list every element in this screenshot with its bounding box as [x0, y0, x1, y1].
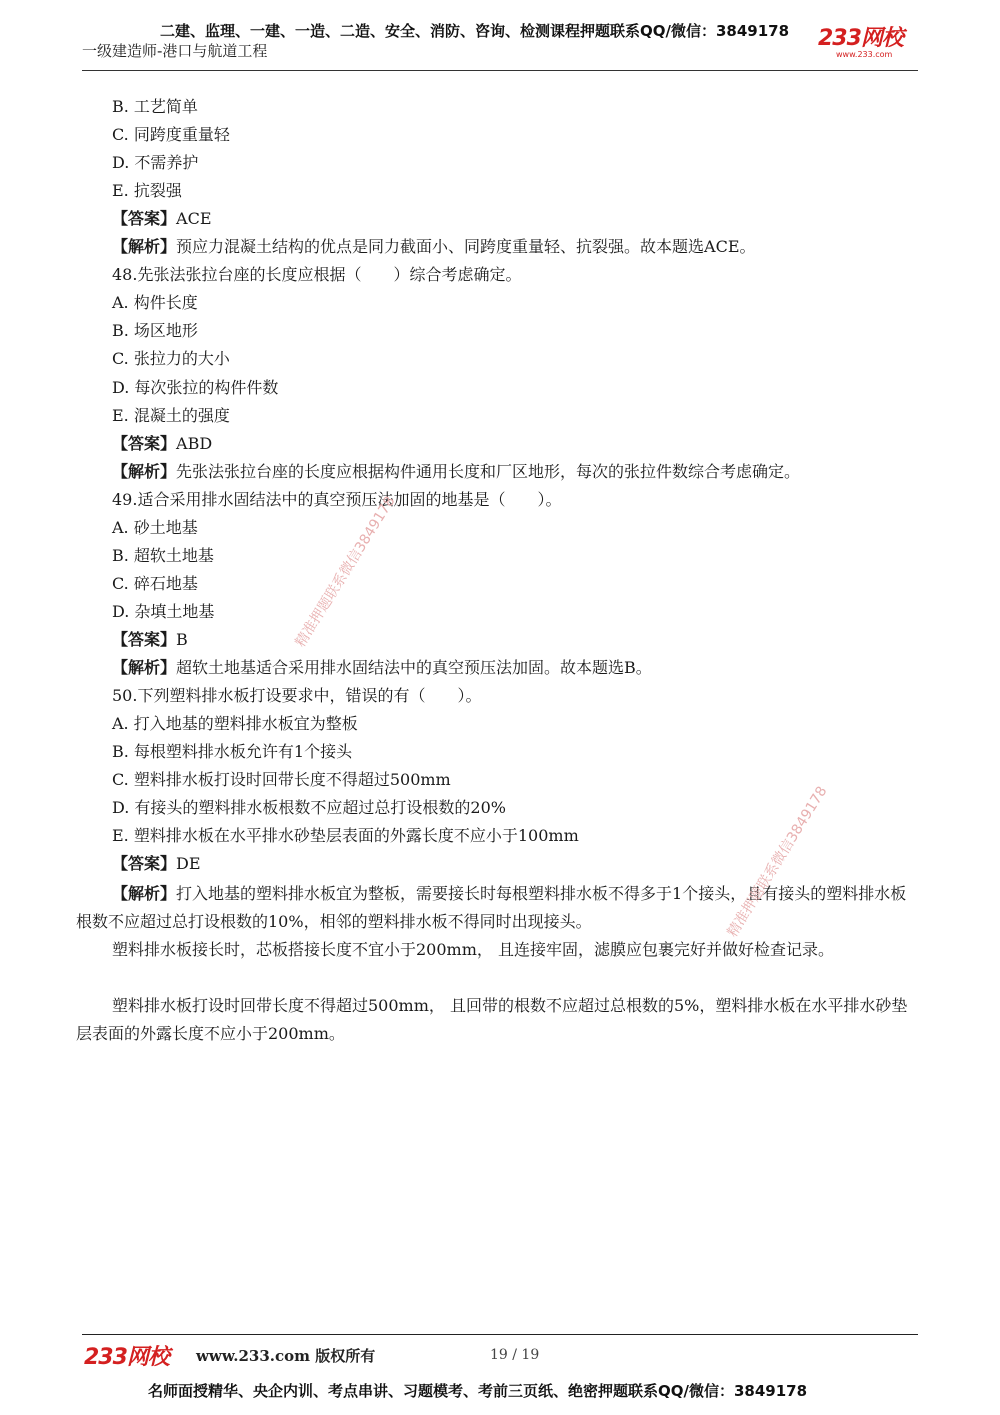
- option-item: [112, 292, 198, 314]
- footer-rule: [82, 1334, 918, 1335]
- question-stem: [112, 685, 481, 707]
- logo-text: 233网校: [818, 26, 903, 51]
- answer-line: [112, 853, 201, 875]
- analysis-text: 打入地基的塑料排水板宜为整板，需要接长时每根塑料排水板不得多于1个接头，且有接头的塑料排水板根数不应超过总打设根数的10%，相邻的塑料排水板不得同时出现接头。: [76, 884, 907, 931]
- line-text: 预应力混凝土结构的优点是同力截面小、同跨度重量轻、抗裂强。故本题选ACE。: [176, 237, 756, 257]
- option-item: [112, 517, 198, 539]
- question-stem: [112, 489, 561, 511]
- line-text: DE: [176, 854, 201, 874]
- footer-copyright: www.233.com 版权所有: [196, 1347, 376, 1365]
- option-item: [112, 573, 198, 595]
- watermark: 精准押题联系微信3849178: [292, 493, 399, 651]
- option-item: [112, 96, 198, 118]
- line-text: ABD: [176, 433, 213, 453]
- option-item: [112, 152, 198, 174]
- line-text: B. 场区地形: [112, 321, 198, 341]
- line-text: B. 每根塑料排水板允许有1个接头: [112, 742, 353, 762]
- line-text: D. 不需养护: [112, 153, 199, 173]
- line-text: A. 构件长度: [112, 293, 198, 313]
- answer-line: [112, 208, 212, 230]
- watermark: 精准押题联系微信3849178: [724, 783, 831, 941]
- analysis-line: [112, 657, 652, 679]
- line-text: D. 有接头的塑料排水板根数不应超过总打设根数的20%: [112, 798, 506, 818]
- line-text: 48.先张法张拉台座的长度应根据（ ）综合考虑确定。: [112, 265, 522, 285]
- line-text: D. 杂填土地基: [112, 601, 215, 621]
- label-tag: 【解析】: [112, 658, 177, 677]
- top-banner: 二建、监理、一建、一造、二造、安全、消防、咨询、检测课程押题联系QQ/微信：3849178: [160, 22, 790, 40]
- label-tag: 【解析】: [112, 461, 177, 481]
- option-item: [112, 741, 352, 763]
- option-item: [112, 825, 579, 847]
- line-text: C. 碎石地基: [112, 573, 198, 593]
- option-item: [112, 713, 358, 735]
- line-text: A. 砂土地基: [112, 517, 198, 537]
- line-text: A. 打入地基的塑料排水板宜为整板: [112, 714, 358, 734]
- answer-line: [112, 433, 212, 455]
- analysis-line: [112, 461, 800, 483]
- line-text: C. 张拉力的大小: [112, 349, 230, 369]
- answer-line: [112, 629, 188, 651]
- page-number: 19 / 19: [490, 1347, 540, 1363]
- label-tag: 【答案】: [112, 209, 177, 229]
- header-logo: [818, 28, 918, 62]
- label-tag: 【解析】: [112, 237, 177, 257]
- option-item: [112, 348, 230, 370]
- option-item: [112, 320, 198, 342]
- line-text: 先张法张拉台座的长度应根据构件通用长度和厂区地形，每次的张拉件数综合考虑确定。: [176, 461, 801, 481]
- header-rule: [82, 70, 918, 71]
- analysis-tag: 【解析】: [112, 884, 177, 903]
- analysis-50-p1: [76, 880, 922, 936]
- option-item: [112, 601, 214, 623]
- line-text: C. 塑料排水板打设时回带长度不得超过500mm: [112, 770, 451, 790]
- analysis-50-p2: 塑料排水板接长时，芯板搭接长度不宜小于200mm， 且连接牢固，滤膜应包裹完好并做好检查记录。: [112, 940, 834, 959]
- line-text: B. 超软土地基: [112, 545, 214, 565]
- label-tag: 【答案】: [112, 854, 177, 874]
- bottom-banner: 名师面授精华、央企内训、考点串讲、习题模考、考前三页纸、绝密押题联系QQ/微信：3849178: [148, 1382, 808, 1400]
- line-text: 超软土地基适合采用排水固结法中的真空预压法加固。故本题选B。: [176, 658, 652, 677]
- option-item: [112, 797, 506, 819]
- option-item: [112, 769, 451, 791]
- line-text: E. 混凝土的强度: [112, 405, 230, 425]
- label-tag: 【答案】: [112, 433, 177, 453]
- footer-logo: 233网校: [84, 1345, 169, 1370]
- label-tag: 【答案】: [112, 629, 177, 649]
- option-item: [112, 124, 230, 146]
- line-text: B: [176, 629, 188, 649]
- option-item: [112, 545, 214, 567]
- line-text: E. 塑料排水板在水平排水砂垫层表面的外露长度不应小于100mm: [112, 826, 579, 846]
- option-item: [112, 405, 230, 427]
- line-text: D. 每次张拉的构件件数: [112, 377, 279, 397]
- logo-url: www.233.com: [836, 50, 893, 59]
- analysis-50-p3: 塑料排水板打设时回带长度不得超过500mm， 且回带的根数不应超过总根数的5%，塑料排水板在水平排水砂垫层表面的外露长度不应小于200mm。: [76, 996, 908, 1043]
- option-item: [112, 377, 278, 399]
- header-subtitle: 一级建造师-港口与航道工程: [82, 42, 268, 60]
- line-text: E. 抗裂强: [112, 181, 182, 201]
- analysis-line: [112, 236, 756, 258]
- line-text: B. 工艺简单: [112, 97, 198, 116]
- line-text: C. 同跨度重量轻: [112, 125, 230, 145]
- line-text: ACE: [176, 209, 212, 229]
- question-stem: [112, 264, 521, 286]
- line-text: 50.下列塑料排水板打设要求中，错误的有（ ）。: [112, 686, 482, 706]
- option-item: [112, 180, 182, 202]
- line-text: 49.适合采用排水固结法中的真空预压法加固的地基是（ ）。: [112, 489, 562, 509]
